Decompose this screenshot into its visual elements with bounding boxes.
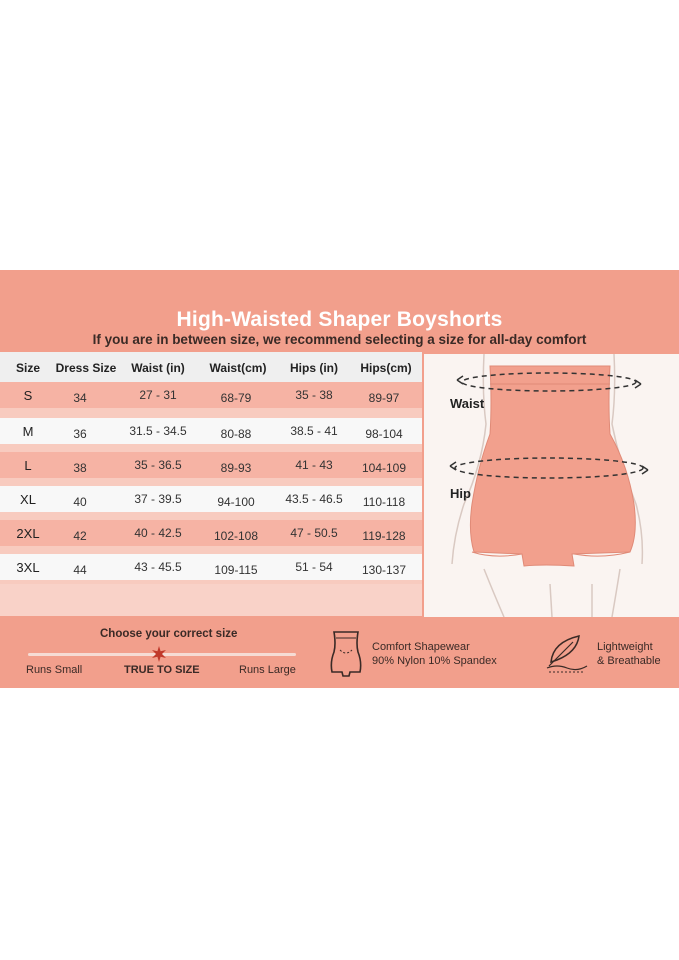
runs-small-label: Runs Small: [26, 664, 83, 676]
shapewear-icon: [328, 630, 364, 678]
runs-large-label: Runs Large: [239, 664, 296, 676]
breathable-line-1: Lightweight: [597, 641, 653, 653]
cell-size: M: [22, 424, 34, 439]
chart-title: High-Waisted Shaper Boyshorts: [176, 308, 503, 331]
cell-hips-in: 38.5 - 41: [290, 424, 338, 438]
cell-dress-size: 34: [73, 391, 87, 405]
cell-waist-cm: 94-100: [217, 495, 255, 509]
cell-size: S: [23, 388, 33, 403]
cell-waist-in: 31.5 - 34.5: [129, 424, 187, 438]
cell-hips-in: 47 - 50.5: [290, 526, 338, 540]
table-row: [0, 486, 422, 512]
cell-dress-size: 38: [73, 461, 87, 475]
cell-hips-in: 41 - 43: [295, 458, 333, 472]
body-illustration-panel: [424, 354, 679, 617]
waist-label: Waist: [450, 396, 485, 411]
cell-waist-in: 40 - 42.5: [134, 526, 182, 540]
header-waist-in: Waist (in): [131, 361, 185, 375]
size-table: [0, 352, 422, 616]
cell-size: 3XL: [16, 560, 40, 575]
cell-hips-cm: 89-97: [368, 391, 400, 405]
true-to-size-label: TRUE TO SIZE: [124, 664, 200, 676]
cell-hips-in: 35 - 38: [295, 388, 333, 402]
table-row: [0, 554, 422, 580]
cell-dress-size: 36: [73, 427, 87, 441]
cell-size: 2XL: [16, 526, 40, 541]
cell-waist-in: 37 - 39.5: [134, 492, 182, 506]
table-footer-band: [0, 584, 422, 616]
cell-size: XL: [20, 492, 36, 507]
cell-waist-cm: 89-93: [220, 461, 252, 475]
header-dress-size: Dress Size: [55, 361, 117, 375]
cell-hips-in: 43.5 - 46.5: [285, 492, 343, 506]
header-hips-cm: Hips(cm): [360, 361, 412, 375]
cell-waist-in: 35 - 36.5: [134, 458, 182, 472]
shapewear-line-1: Comfort Shapewear: [372, 641, 470, 653]
cell-waist-cm: 80-88: [220, 427, 252, 441]
table-row: [0, 418, 422, 444]
cell-waist-cm: 102-108: [213, 529, 259, 543]
table-row: [0, 520, 422, 546]
hip-label: Hip: [450, 486, 471, 501]
cell-dress-size: 40: [73, 495, 87, 509]
chart-subtitle: If you are in between size, we recommend selecting a size for all-day comfort: [92, 332, 587, 347]
header-waist-cm: Waist(cm): [209, 361, 267, 375]
cell-waist-in: 27 - 31: [139, 388, 177, 402]
true-to-size-marker-icon: [151, 646, 167, 662]
table-header-row: [0, 352, 422, 382]
feather-icon: [543, 632, 591, 674]
cell-waist-in: 43 - 45.5: [134, 560, 182, 574]
cell-size: L: [24, 458, 32, 473]
cell-waist-cm: 68-79: [220, 391, 252, 405]
cell-dress-size: 42: [73, 529, 87, 543]
header-hips-in: Hips (in): [290, 361, 338, 375]
header-size: Size: [15, 361, 40, 375]
cell-waist-cm: 109-115: [214, 563, 258, 577]
shapewear-line-2: 90% Nylon 10% Spandex: [372, 655, 497, 667]
size-chart-card: [0, 270, 679, 688]
cell-hips-cm: 119-128: [362, 529, 406, 543]
cell-dress-size: 44: [73, 563, 87, 577]
cell-hips-cm: 98-104: [365, 427, 403, 441]
cell-hips-cm: 104-109: [361, 461, 407, 475]
cell-hips-in: 51 - 54: [295, 560, 333, 574]
fit-scale-heading: Choose your correct size: [100, 628, 238, 640]
cell-hips-cm: 110-118: [362, 495, 406, 509]
cell-hips-cm: 130-137: [361, 563, 407, 577]
table-row: [0, 382, 422, 408]
breathable-line-2: & Breathable: [597, 655, 661, 667]
table-row: [0, 452, 422, 478]
info-band: [0, 618, 679, 688]
